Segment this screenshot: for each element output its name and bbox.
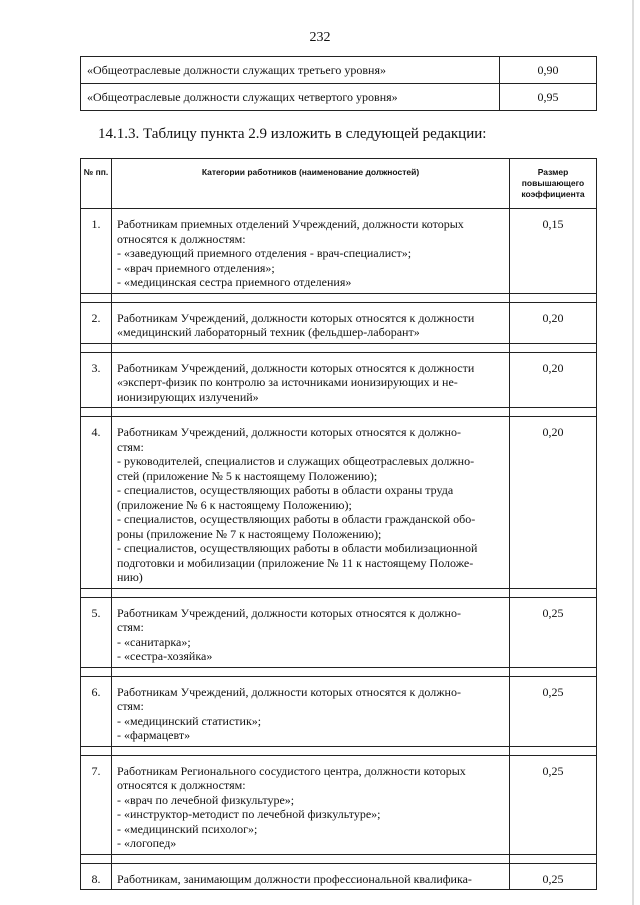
row-category [112,209,510,294]
category-line: Работникам Учреждений, должности которых относятся к должно- [117,425,461,439]
header-coef: Размер повышающего коэффициента [510,159,597,209]
table-row [81,302,597,343]
section-heading: 14.1.3. Таблицу пункта 2.9 изложить в следующей редакции: [98,126,487,142]
category-line: - «медицинская сестра приемного отделения» [117,275,352,289]
row-spacer [81,408,597,417]
row-coefficient: 0,15 [510,209,597,294]
row-number: 1. [81,209,112,294]
spacer-cell [510,667,597,676]
category-line: (приложение № 6 к настоящему Положению); [117,497,352,512]
spacer-cell [510,746,597,755]
spacer-cell [81,746,112,755]
row-spacer [81,588,597,597]
category-line: Работникам Учреждений, должности которых относятся к должно- [117,684,461,699]
table-row [81,676,597,746]
spacer-cell [81,293,112,302]
spacer-cell [112,667,510,676]
top-table [80,56,597,111]
category-line: - «врач приемного отделения»; [117,260,275,275]
row-coefficient: 0,20 [510,302,597,343]
row-number: 3. [81,352,112,408]
category-line: подготовки и мобилизации (приложение № 11 к настоящему Положе- [117,555,474,570]
row-spacer [81,746,597,755]
category-line: - специалистов, осуществляющих работы в области гражданской обо- [117,512,476,526]
category-line: Работникам Учреждений, должности которых относятся к должности [117,310,475,325]
category-line: нию) [117,570,143,584]
row-coefficient: 0,25 [510,755,597,854]
row-coefficient: 0,25 [510,597,597,667]
row-category [112,597,510,667]
category-line: - «санитарка»; [117,634,191,649]
header-num: № пп. [81,159,112,209]
category-line: стям: [117,439,144,454]
category-line: Работникам Регионального сосудистого центра, должности которых [117,763,466,778]
row-category [112,755,510,854]
row-spacer [81,854,597,863]
category-line: - «заведующий приемного отделения - врач-специалист»; [117,246,412,260]
row-coefficient: 0,20 [510,417,597,589]
table-row [81,417,597,589]
table-row [81,57,597,84]
category-line: - «логопед» [117,836,177,850]
row-spacer [81,667,597,676]
table-row [81,352,597,408]
category-line: Работникам, занимающим должности профессиональной квалифика- [117,871,472,886]
spacer-cell [510,588,597,597]
category-line: - «сестра-хозяйка» [117,649,213,663]
table-row [81,863,597,890]
spacer-cell [510,293,597,302]
category-line: «медицинский лабораторный техник (фельдшер-лаборант» [117,325,420,339]
category-line: «эксперт-физик по контролю за источниками ионизирующих и не- [117,375,458,389]
row-category [112,302,510,343]
spacer-cell [112,588,510,597]
row-spacer [81,343,597,352]
spacer-cell [510,343,597,352]
spacer-cell [112,854,510,863]
spacer-cell [81,667,112,676]
row-number: 8. [81,863,112,890]
category-line: - «медицинский психолог»; [117,821,258,836]
category-line: - руководителей, специалистов и служащих общеотраслевых должно- [117,454,475,468]
row-value: 0,90 [500,57,597,84]
row-spacer [81,293,597,302]
header-category: Категории работников (наименование должностей) [112,159,510,209]
table-row [81,209,597,294]
row-number: 2. [81,302,112,343]
row-label: «Общеотраслевые должности служащих четвертого уровня» [81,84,500,111]
category-line: - «медицинский статистик»; [117,713,262,728]
table-header-row [81,159,597,209]
category-line: Работникам приемных отделений Учреждений, должности которых [117,217,464,231]
spacer-cell [81,854,112,863]
row-category [112,352,510,408]
row-number: 7. [81,755,112,854]
spacer-cell [81,343,112,352]
spacer-cell [112,408,510,417]
page-number: 232 [309,30,331,45]
category-line: стей (приложение № 5 к настоящему Положению); [117,468,378,483]
category-line: - «фармацевт» [117,728,191,742]
row-number: 4. [81,417,112,589]
category-line: стям: [117,620,144,634]
row-category [112,863,510,890]
table-row [81,84,597,111]
table-row [81,755,597,854]
row-category [112,417,510,589]
spacer-cell [81,588,112,597]
category-line: - специалистов, осуществляющих работы в области мобилизационной [117,541,478,555]
category-line: - «врач по лечебной физкультуре»; [117,792,295,807]
row-category [112,676,510,746]
row-number: 6. [81,676,112,746]
spacer-cell [510,854,597,863]
category-line: относятся к должностям: [117,778,246,792]
category-line: стям: [117,699,144,713]
row-value: 0,95 [500,84,597,111]
spacer-cell [112,293,510,302]
coefficient-table [80,158,597,890]
category-line: ионизирующих излучений» [117,389,259,404]
row-number: 5. [81,597,112,667]
spacer-cell [510,408,597,417]
spacer-cell [112,746,510,755]
scan-edge [632,0,634,905]
category-line: роны (приложение № 7 к настоящему Положению); [117,526,382,541]
row-label: «Общеотраслевые должности служащих третьего уровня» [81,57,500,84]
category-line: Работникам Учреждений, должности которых относятся к должно- [117,605,461,620]
spacer-cell [81,408,112,417]
table-body [81,209,597,890]
row-coefficient: 0,25 [510,863,597,890]
spacer-cell [112,343,510,352]
category-line: Работникам Учреждений, должности которых относятся к должности [117,360,475,375]
table-row [81,597,597,667]
category-line: - специалистов, осуществляющих работы в области охраны труда [117,483,454,497]
category-line: - «инструктор-методист по лечебной физкультуре»; [117,807,381,821]
category-line: относятся к должностям: [117,231,246,246]
row-coefficient: 0,25 [510,676,597,746]
row-coefficient: 0,20 [510,352,597,408]
